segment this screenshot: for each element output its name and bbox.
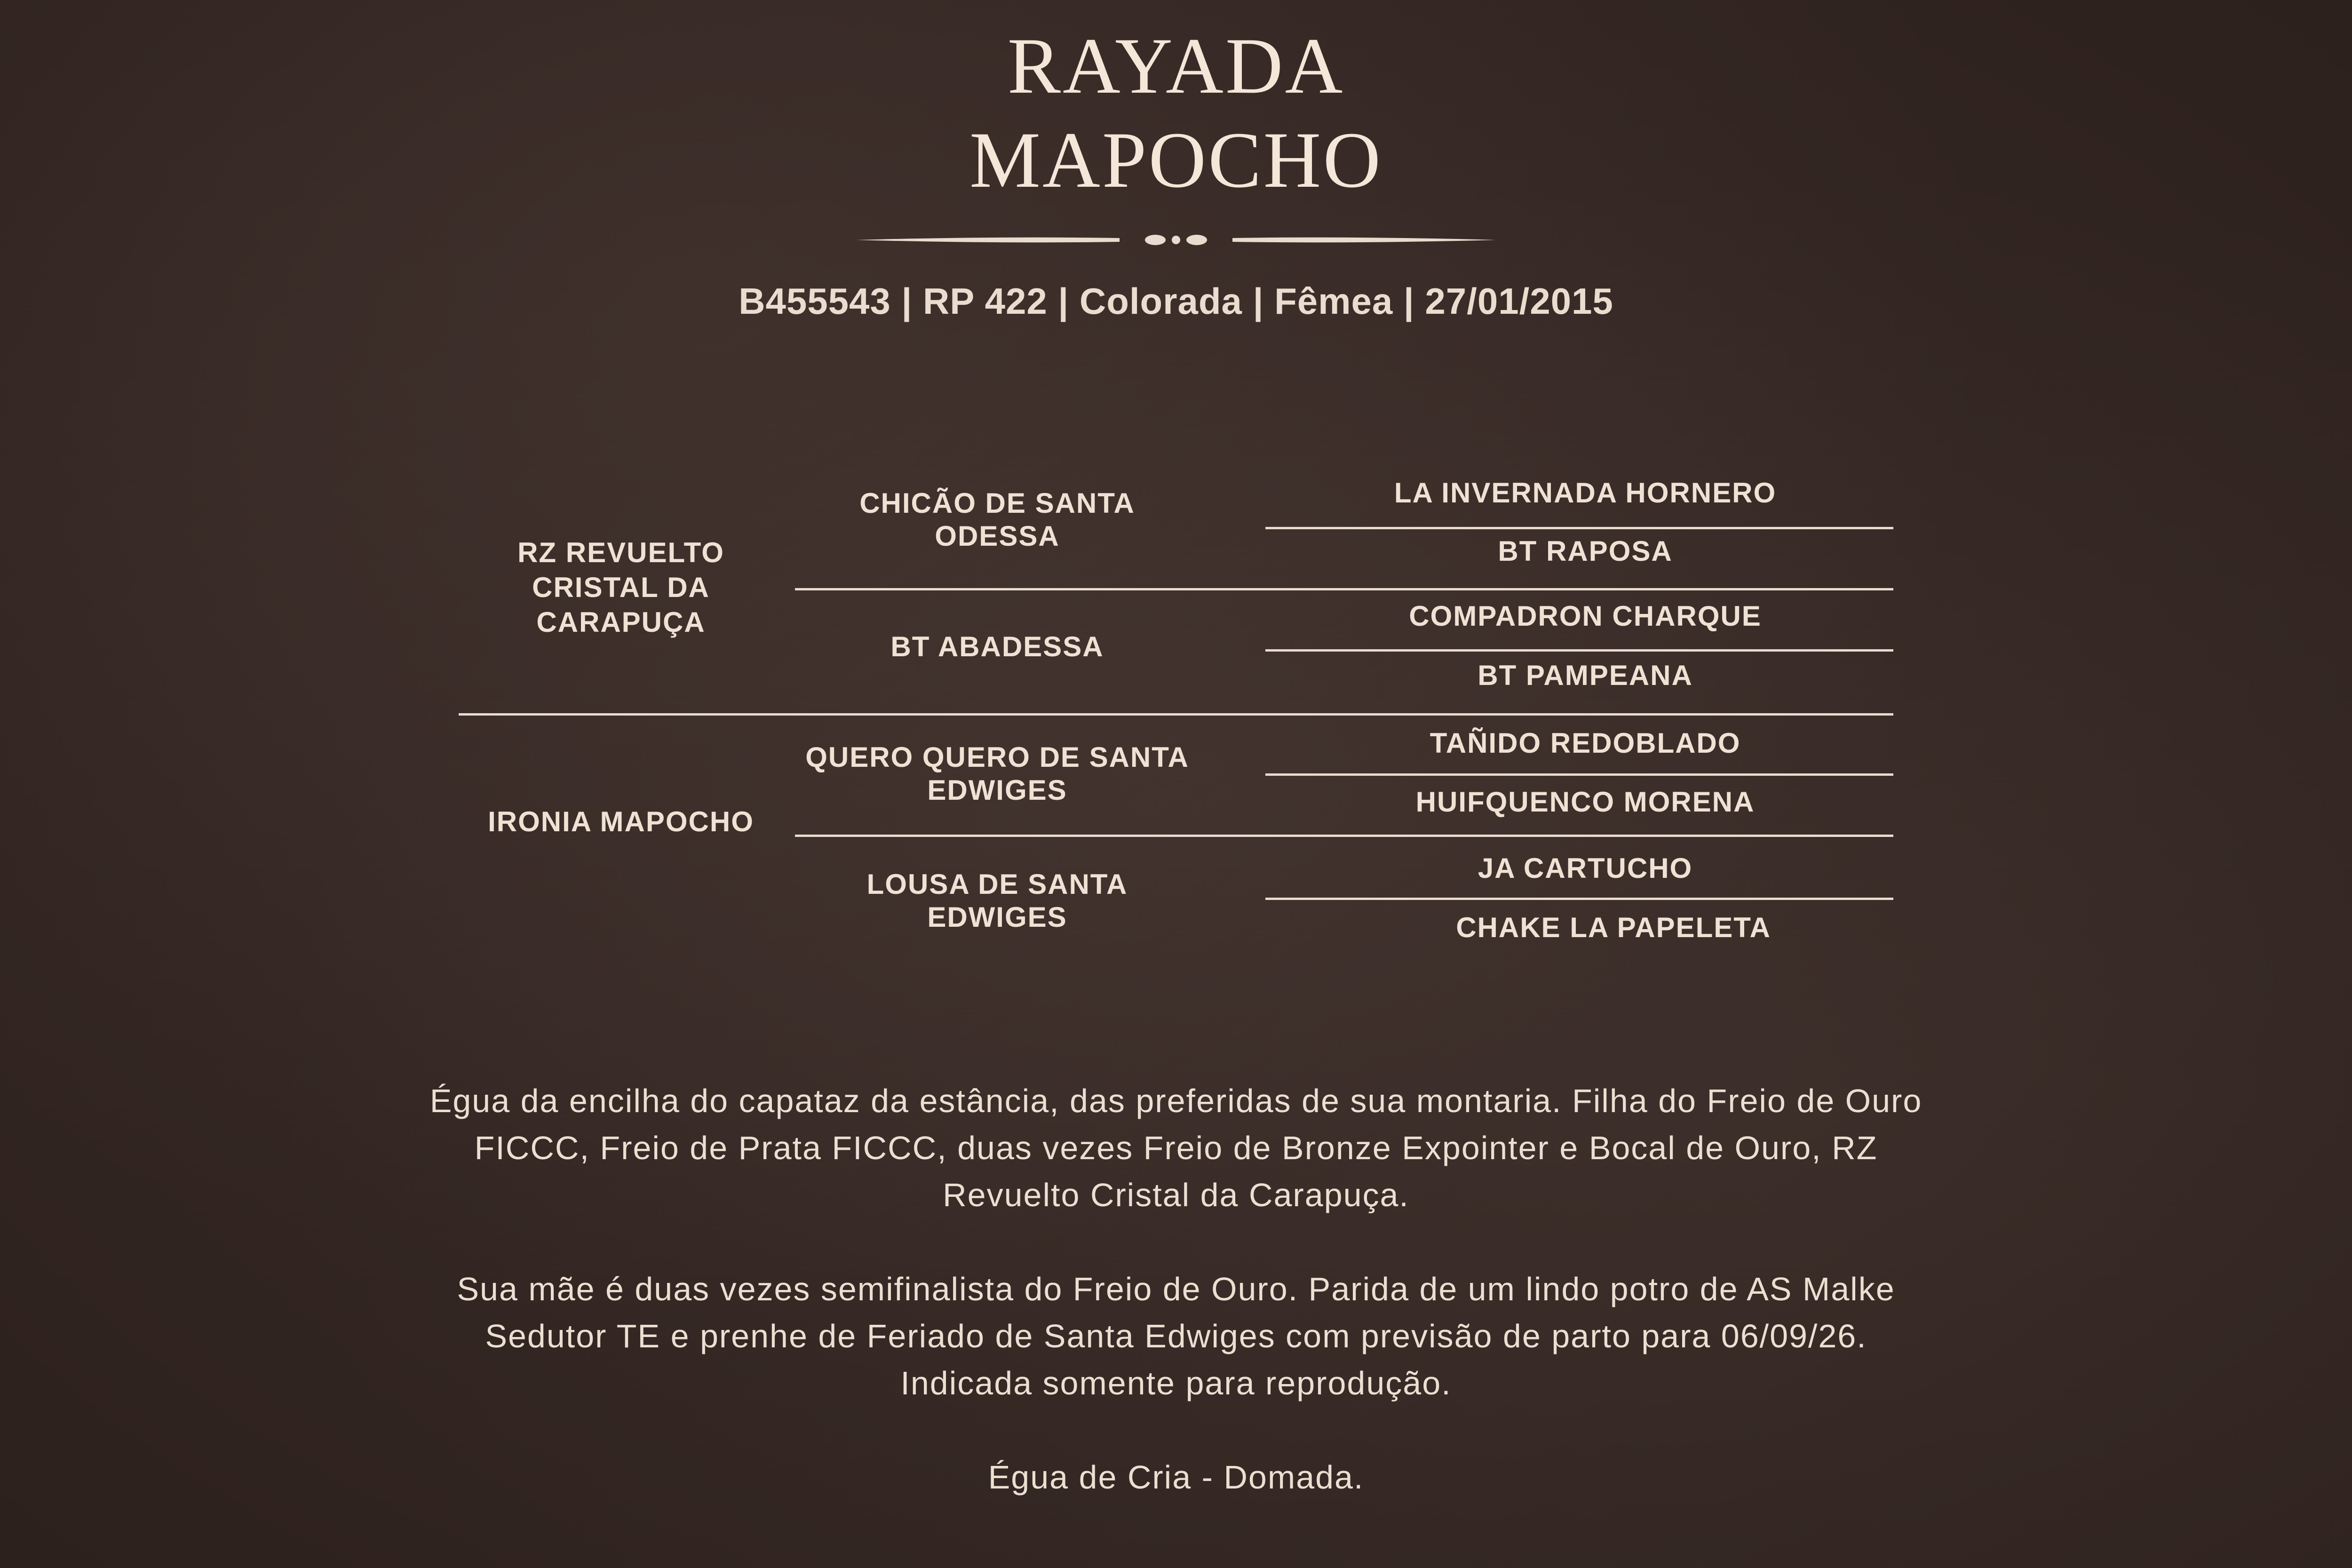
- pedigree-line: [795, 835, 1893, 837]
- pedigree-line: [795, 588, 1893, 590]
- pedigree-line: [1265, 898, 1893, 900]
- ornament-divider: [856, 226, 1496, 254]
- dam-dam-name: LOUSA DE SANTA EDWIGES: [866, 868, 1128, 933]
- dam-name: IRONIA MAPOCHO: [488, 806, 754, 837]
- ggp-6: HUIFQUENCO MORENA: [1415, 786, 1755, 818]
- pedigree-line: [1265, 649, 1893, 652]
- pedigree-line: [459, 713, 1893, 716]
- sire-name: RZ REVUELTO CRISTAL DA CARAPUÇA: [517, 537, 724, 638]
- pedigree-line: [1265, 773, 1893, 776]
- description-paragraph-1: Égua da encilha do capataz da estância, das preferidas de sua montaria. Filha do Freio de Ouro FICCC, Freio de Prata FICCC, duas vezes Freio de Bronze Expointer e Bocal de Ouro, RZ Revuelto Cristal da Carapuça.: [429, 1082, 1923, 1213]
- description-paragraph-3: Égua de Cria - Domada.: [988, 1459, 1364, 1496]
- pedigree-line: [1265, 527, 1893, 529]
- sire-dam-name: BT ABADESSA: [890, 631, 1104, 662]
- ggp-8: CHAKE LA PAPELETA: [1456, 912, 1771, 943]
- ggp-1: LA INVERNADA HORNERO: [1394, 477, 1777, 509]
- description-paragraph-2: Sua mãe é duas vezes semifinalista do Freio de Ouro. Parida de um lindo potro de AS Malke Sedutor TE e prenhe de Feriado de Santa Edwiges com previsão de parto para 06/09/26. Indicada somente para reprodução.: [457, 1271, 1895, 1401]
- title-line-1: RAYADA: [1007, 22, 1345, 110]
- dam-sire-name: QUERO QUERO DE SANTA EDWIGES: [805, 741, 1189, 806]
- ggp-3: COMPADRON CHARQUE: [1409, 600, 1762, 632]
- sire-sire-name: CHICÃO DE SANTA ODESSA: [859, 487, 1135, 552]
- description: [423, 1077, 1929, 1501]
- ggp-2: BT RAPOSA: [1498, 535, 1673, 567]
- ggp-5: TAÑIDO REDOBLADO: [1430, 727, 1741, 759]
- ggp-7: JA CARTUCHO: [1478, 852, 1693, 884]
- registration-info: B455543 | RP 422 | Colorada | Fêmea | 27/01/2015: [739, 280, 1613, 322]
- title-line-2: MAPOCHO: [969, 116, 1383, 204]
- ggp-4: BT PAMPEANA: [1478, 660, 1693, 691]
